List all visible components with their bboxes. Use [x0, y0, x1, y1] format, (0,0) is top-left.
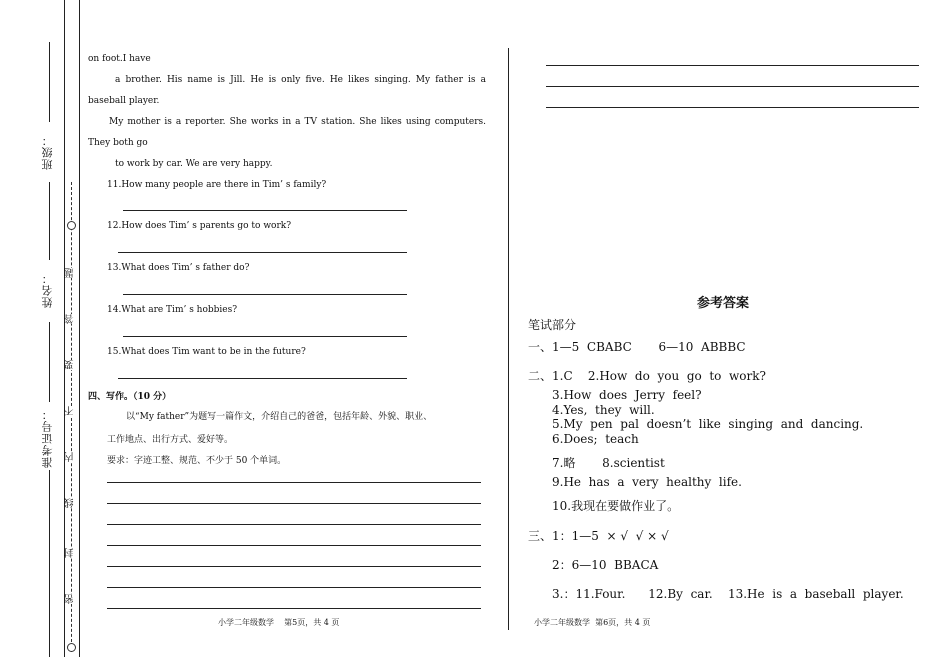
answer-line-item: 3.How does Jerry feel?	[552, 388, 702, 402]
binding-border-right	[79, 0, 80, 657]
answer-part-1: 一、1—5 CBABC 6—10 ABBBC	[528, 340, 746, 354]
answer-line-item: 4.Yes, they will.	[552, 403, 655, 417]
answer-line-item: 6.Does; teach	[552, 432, 639, 446]
writing-line[interactable]	[546, 86, 919, 87]
seal-line	[71, 182, 72, 652]
section-heading: 笔试部分	[528, 318, 577, 332]
passage-line: My mother is a reporter. She works in a TV station. She likes using computers.	[109, 117, 486, 127]
answer-line[interactable]	[123, 294, 407, 295]
answers-title: 参考答案	[697, 296, 750, 311]
writing-line[interactable]	[107, 524, 481, 525]
answer-line-item: 2：6—10 BBACA	[552, 558, 659, 572]
writing-prompt: 以“My father”为题写一篇作文，介绍自己的爸爸，包括年龄、外貌、职业、	[126, 412, 433, 422]
writing-section-title: 四、写作。（10 分）	[88, 392, 172, 402]
name-blank	[49, 182, 50, 260]
answer-line[interactable]	[118, 252, 407, 253]
seal-char: 密	[65, 594, 76, 604]
answer-line-item: 7.略 8.scientist	[552, 456, 665, 470]
writing-line[interactable]	[546, 107, 919, 108]
question-14: 14.What are Tim’ s hobbies?	[107, 305, 238, 315]
answer-line-item: 9.He has a very healthy life.	[552, 475, 742, 489]
seal-char: 题	[65, 268, 76, 278]
class-label: 班级：	[41, 134, 54, 170]
writing-prompt-cont: 工作地点、出行方式、爱好等。	[107, 435, 234, 445]
question-11: 11.How many people are there in Tim’ s family?	[107, 180, 327, 190]
writing-requirement: 要求：字迹工整、规范、不少于 50 个单词。	[107, 456, 287, 466]
writing-line[interactable]	[107, 482, 481, 483]
answer-line[interactable]	[123, 210, 407, 211]
passage-line: They both go	[88, 138, 148, 148]
writing-line[interactable]	[107, 587, 481, 588]
answer-part-3: 三、1：1—5 × √ √ × √	[528, 529, 669, 543]
seal-char: 不	[65, 406, 76, 416]
exam-no-label: 准考证号：	[41, 408, 54, 468]
answer-line[interactable]	[123, 336, 407, 337]
answer-line-item: 10.我现在要做作业了。	[552, 499, 680, 513]
answer-line-item: 5.My pen pal doesn’t like singing and dancing.	[552, 417, 864, 431]
binding-border-left	[64, 0, 65, 657]
question-15: 15.What does Tim want to be in the future?	[107, 347, 306, 357]
answer-part-2: 二、1.C 2.How do you go to work?	[528, 369, 766, 383]
passage-line: a brother. His name is Jill. He is only five. He likes singing. My father is a	[115, 75, 486, 85]
passage-line: to work by car. We are very happy.	[115, 159, 273, 169]
seal-circle-top	[67, 221, 76, 230]
name-label: 姓名：	[41, 272, 54, 308]
exam-no-blank-lower	[49, 470, 50, 657]
writing-line[interactable]	[107, 503, 481, 504]
passage-line: baseball player.	[88, 96, 160, 106]
writing-line[interactable]	[107, 566, 481, 567]
writing-line[interactable]	[107, 545, 481, 546]
seal-char: 要	[65, 360, 76, 370]
page-footer-right: 小学二年级数学 第6页，共 4 页	[534, 618, 651, 627]
passage-line: on foot.I have	[88, 54, 151, 64]
seal-char: 封	[65, 548, 76, 558]
seal-circle-bottom	[67, 643, 76, 652]
answer-line-item: 3.：11.Four. 12.By car. 13.He is a baseball player.	[552, 587, 904, 601]
writing-line[interactable]	[107, 608, 481, 609]
question-13: 13.What does Tim’ s father do?	[107, 263, 250, 273]
class-blank	[49, 42, 50, 122]
page-divider	[508, 48, 509, 630]
answer-line[interactable]	[118, 378, 407, 379]
question-12: 12.How does Tim’ s parents go to work?	[107, 221, 292, 231]
seal-char: 内	[65, 452, 76, 462]
seal-char: 线	[65, 498, 76, 508]
seal-char: 答	[65, 314, 76, 324]
exam-no-blank	[49, 322, 50, 402]
page-footer-left: 小学二年级数学 第5页，共 4 页	[218, 618, 340, 627]
writing-line[interactable]	[546, 65, 919, 66]
